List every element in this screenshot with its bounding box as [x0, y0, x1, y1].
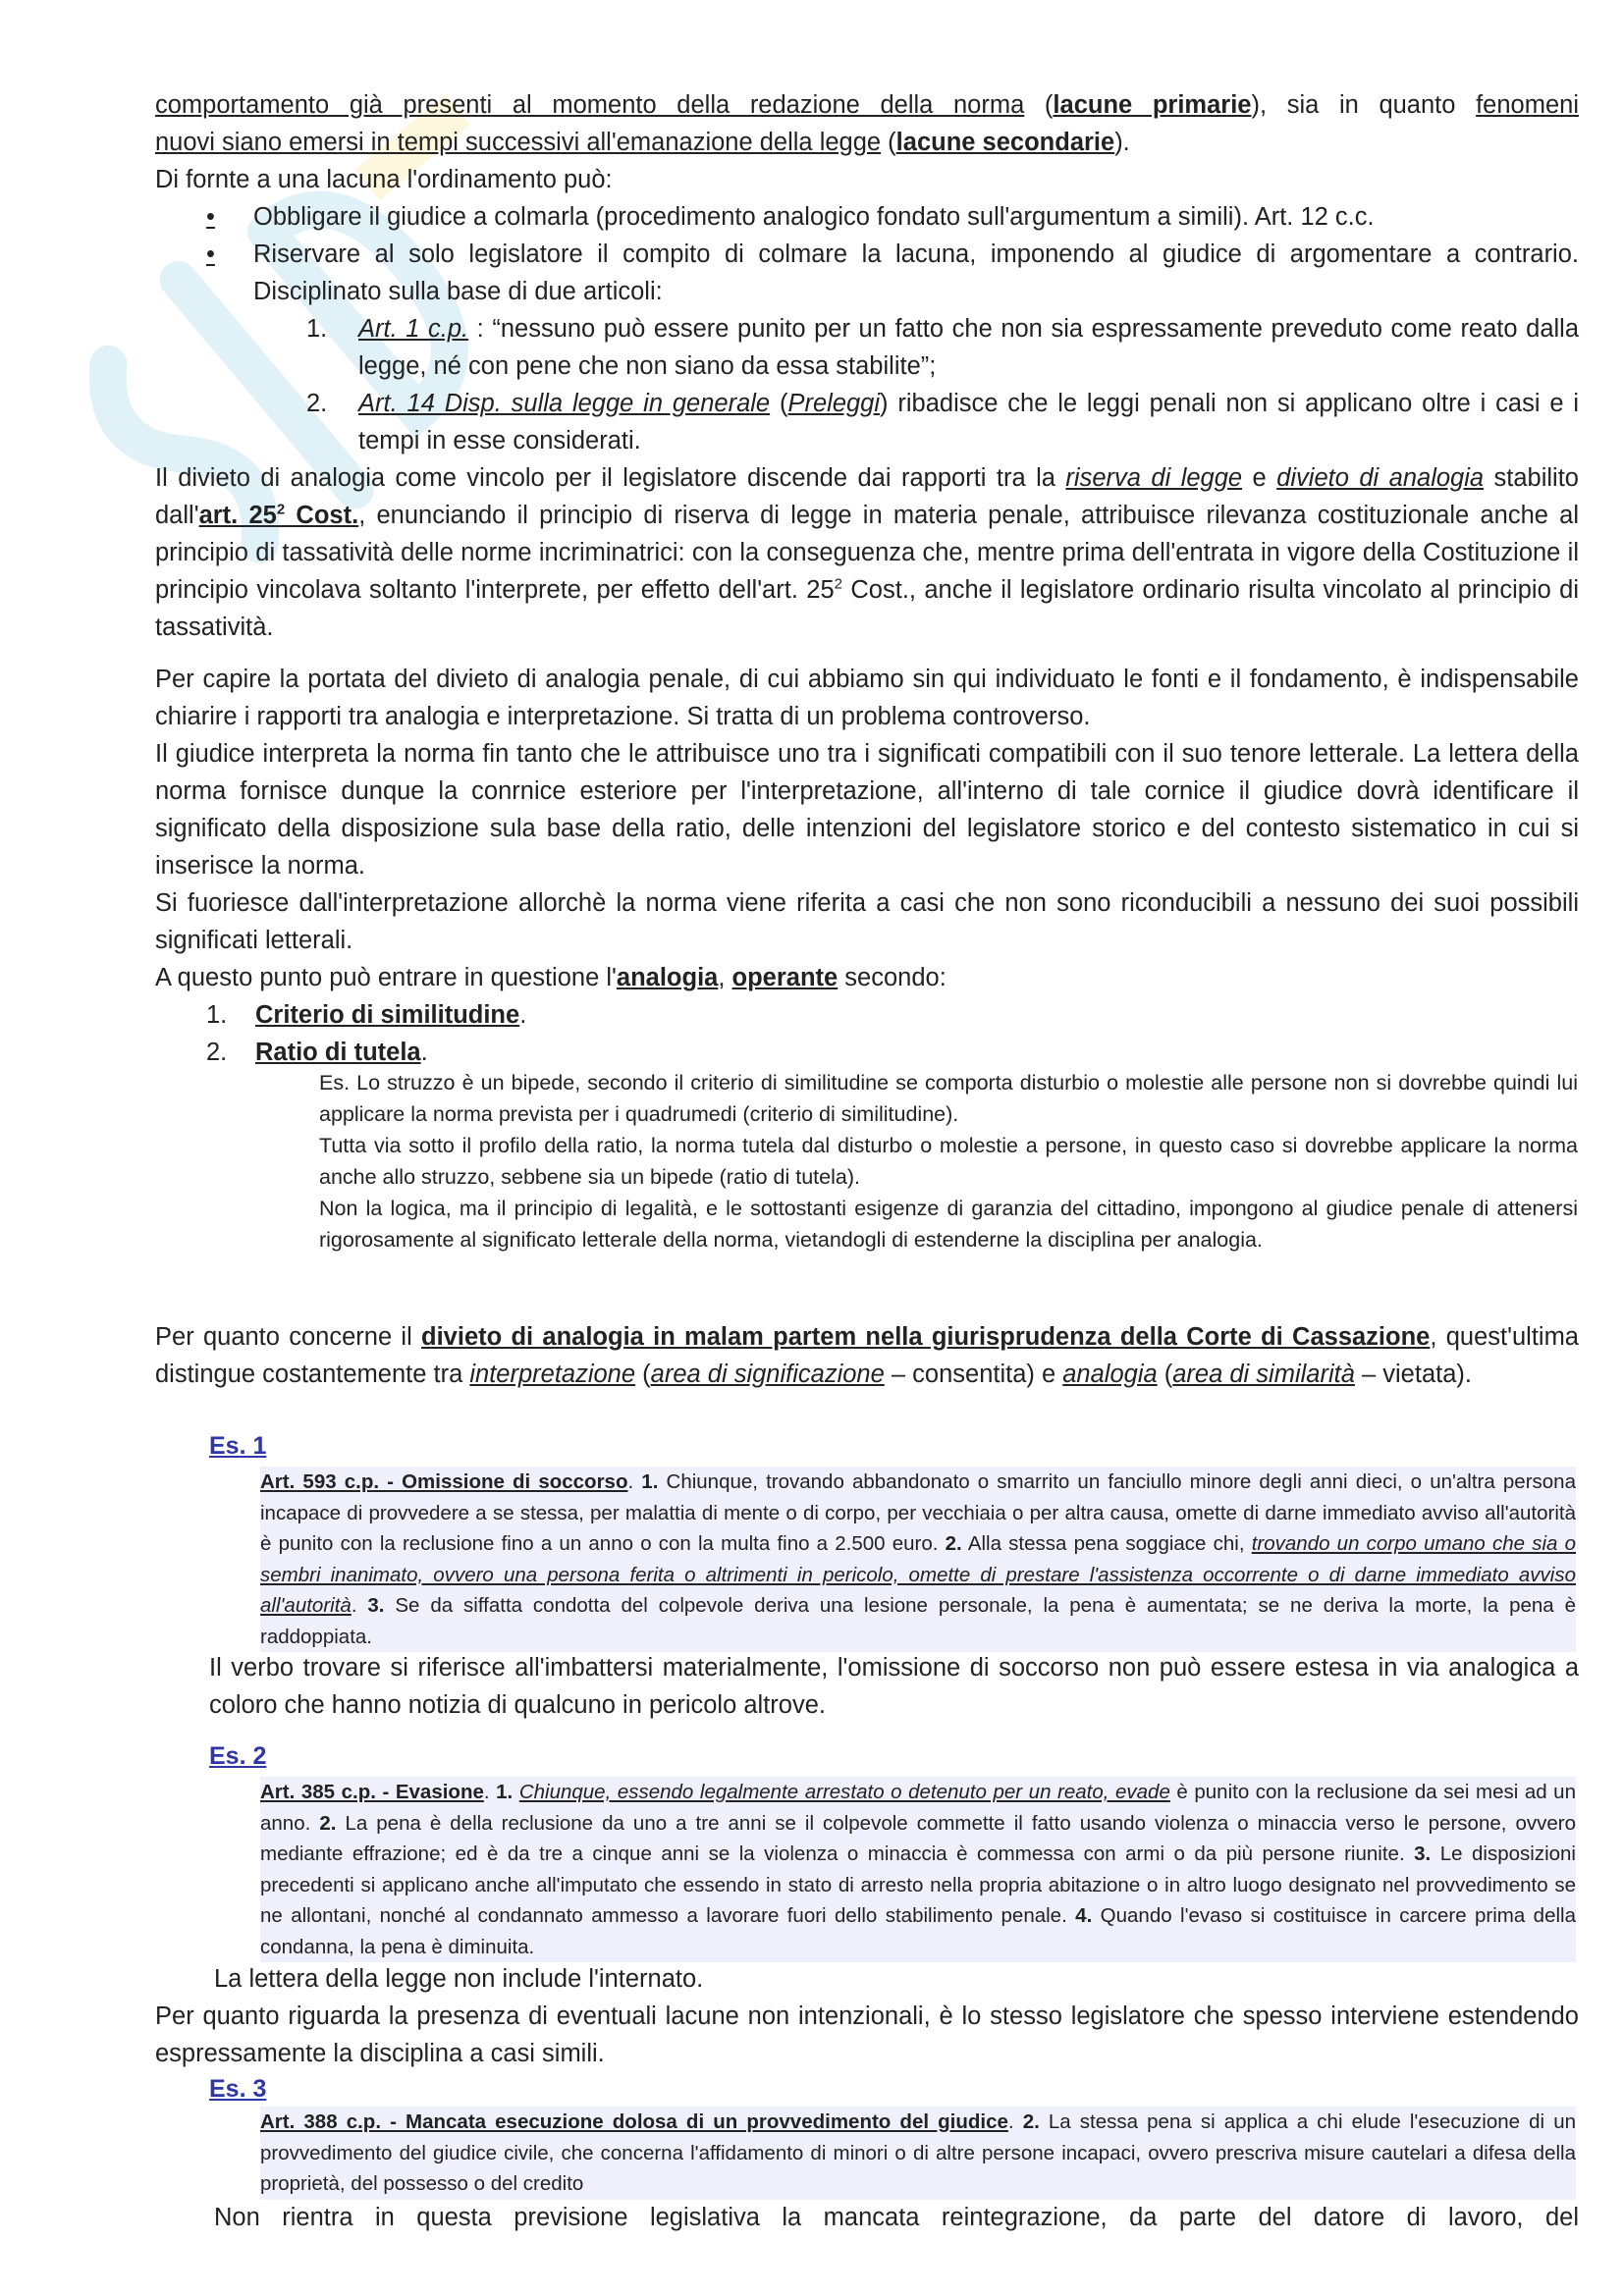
paragraph-portata: Per capire la portata del divieto di analogia penale, di cui abbiamo sin qui individuato le fonti e il fondamento, è indispensabile chiarire i rapporti tra analogia e interpretazione. Si tratta di un problema controverso.: [155, 666, 1579, 730]
list-number: 2.: [306, 390, 328, 417]
comment-es3: Non rientra in questa previsione legislativa la mancata reintegrazione, da parte del datore di lavoro, del: [214, 2204, 1579, 2231]
criterio-ratio-tutela: Ratio di tutela.: [255, 1039, 428, 1066]
example-3-link[interactable]: Es. 3: [209, 2075, 267, 2103]
intro-line-1: comportamento già presenti al momento della redazione della norma (lacune primarie), sia in quanto fenomeni: [155, 91, 1579, 119]
article-385-box: Art. 385 c.p. - Evasione. 1. Chiunque, essendo legalmente arrestato o detenuto per un reato, evade è punito con la reclusione da sei mesi ad un anno. 2. La pena è della reclusione da uno a tre anni se il colpevole commette il fatto usando violenza o minaccia verso le persone, ovvero mediante effrazione; ed è da tre a cinque anni se la violenza o minaccia è commessa con armi o da più persone riunite. 3. Le disposizioni precedenti si applicano anche all'imputato che essendo in stato di arresto nella propria abitazione o in altro luogo designato nel provvedimento se ne allontani, nonché al condannato ammesso a lavorare fuori dello stabilimento penale. 4. Quando l'evaso si costituisce in carcere prima della condanna, la pena è diminuita.: [260, 1777, 1576, 1962]
paragraph-giudice: Il giudice interpreta la norma fin tanto che le attribuisce uno tra i significati compatibili con il suo tenore letterale. La lettera della norma fornisce dunque la conrnice esteriore per l'interpretazione, all'interno di tale cornice il giudice dovrà identificare il significato della disposizione sula base della ratio, delle intenzioni del legislatore storico e del contesto sistematico in cui si inserisce la norma.: [155, 740, 1579, 880]
numbered-item-art1: Art. 1 c.p. : “nessuno può essere punito per un fatto che non sia espressamente preveduto come reato dalla legge, né con pene che non siano da essa stabilite”;: [358, 315, 1580, 380]
numbered-item-art14: Art. 14 Disp. sulla legge in generale (Preleggi) ribadisce che le leggi penali non si applicano oltre i casi e i tempi in esse considerati.: [358, 390, 1580, 454]
paragraph-lacune-non-intenzionali: Per quanto riguarda la presenza di eventuali lacune non intenzionali, è lo stesso legislatore che spesso interviene estendendo espressamente la disciplina a casi simili.: [155, 2002, 1579, 2067]
article-388-box: Art. 388 c.p. - Mancata esecuzione dolosa di un provvedimento del giudice. 2. La stessa pena si applica a chi elude l'esecuzione di un provvedimento del giudice civile, che concerna l'affidamento di minori o di altre persone incapaci, ovvero prescriva misure cautelari a difesa della proprietà, del possesso o del credito: [260, 2107, 1576, 2200]
bullet-symbol: •: [206, 240, 215, 268]
paragraph-questo-punto: A questo punto può entrare in questione l'analogia, operante secondo:: [155, 964, 947, 991]
example-2-link[interactable]: Es. 2: [209, 1742, 267, 1770]
article-593-box: Art. 593 c.p. - Omissione di soccorso. 1. Chiunque, trovando abbandonato o smarrito un fanciullo minore degli anni dieci, o un'altra persona incapace di provvedere a se stessa, per malattia di mente o di corpo, per vecchiaia o per altra causa, omette di darne immediato avviso all'autorità è punito con la reclusione fino a un anno o con la multa fino a 2.500 euro. 2. Alla stessa pena soggiace chi, trovando un corpo umano che sia o sembri inanimato, ovvero una persona ferita o altrimenti in pericolo, omette di prestare l'assistenza occorrente o di darne immediato avviso all'autorità. 3. Se da siffatta condotta del colpevole deriva una lesione personale, la pena è aumentata; se ne deriva la morte, la pena è raddoppiata.: [260, 1467, 1576, 1652]
list-number: 2.: [206, 1039, 228, 1066]
bullet-item-1: Obbligare il giudice a colmarla (procedimento analogico fondato sull'argumentum a simili). Art. 12 c.c.: [253, 203, 1375, 231]
list-number: 1.: [306, 315, 328, 343]
bullet-item-2: Riservare al solo legislatore il compito di colmare la lacuna, imponendo al giudice di argomentare a contrario. Disciplinato sulla base di due articoli:: [253, 240, 1579, 305]
criterio-similitudine: Criterio di similitudine.: [255, 1001, 527, 1029]
comment-es2: La lettera della legge non include l'internato.: [214, 1965, 704, 1993]
intro-line-2: nuovi siano emersi in tempi successivi all'emanazione della legge (lacune secondarie).: [155, 129, 1130, 156]
comment-es1: Il verbo trovare si riferisce all'imbattersi materialmente, l'omissione di soccorso non può essere estesa in via analogica a coloro che hanno notizia di qualcuno in pericolo altrove.: [209, 1654, 1579, 1719]
intro-line-3: Di fornte a una lacuna l'ordinamento può:: [155, 166, 613, 193]
list-number: 1.: [206, 1001, 228, 1029]
paragraph-divieto-analogia: Il divieto di analogia come vincolo per il legislatore discende dai rapporti tra la riserva di legge e divieto di analogia stabilito dall'art. $25^2$ Cost., enunciando il principio di riserva di legge in materia penale, attribuisce rilevanza costituzionale anche al principio di tassatività delle norme incriminatrici: con la conseguenza che, mentre prima dell'entrata in vigore della Costituzione il principio vincolava soltanto l'interprete, per effetto dell'art. $25^2$ Cost., anche il legislatore ordinario risulta vincolato al principio di tassatività.: [155, 464, 1579, 641]
example-struzzo: Es. Lo struzzo è un bipede, secondo il criterio di similitudine se comporta disturbio o molestie alle persone non si dovrebbe quindi lui applicare la norma prevista per i quadrumedi (criterio di similitudine). Tutta via sotto il profilo della ratio, la norma tutela dal disturbo o molestie a persone, in questo caso si dovrebbe applicare la norma anche allo struzzo, sebbene sia un bipede (ratio di tutela). Non la logica, ma il principio di legalità, e le sottostanti esigenze di garanzia del cittadino, impongono al giudice penale di attenersi rigorosamente al significato letterale della norma, vietandogli di estenderne la disciplina per analogia.: [319, 1071, 1578, 1252]
paragraph-fuoriesce: Si fuoriesce dall'interpretazione allorchè la norma viene riferita a casi che non sono riconducibili a nessuno dei suoi possibili significati letterali.: [155, 889, 1579, 954]
paragraph-cassazione: Per quanto concerne il divieto di analogia in malam partem nella giurisprudenza della Corte di Cassazione, quest'ultima distingue costantemente tra interpretazione (area di significazione – consentita) e analogia (area di similarità – vietata).: [155, 1323, 1579, 1388]
bullet-symbol: •: [206, 203, 215, 231]
example-1-link[interactable]: Es. 1: [209, 1432, 267, 1460]
